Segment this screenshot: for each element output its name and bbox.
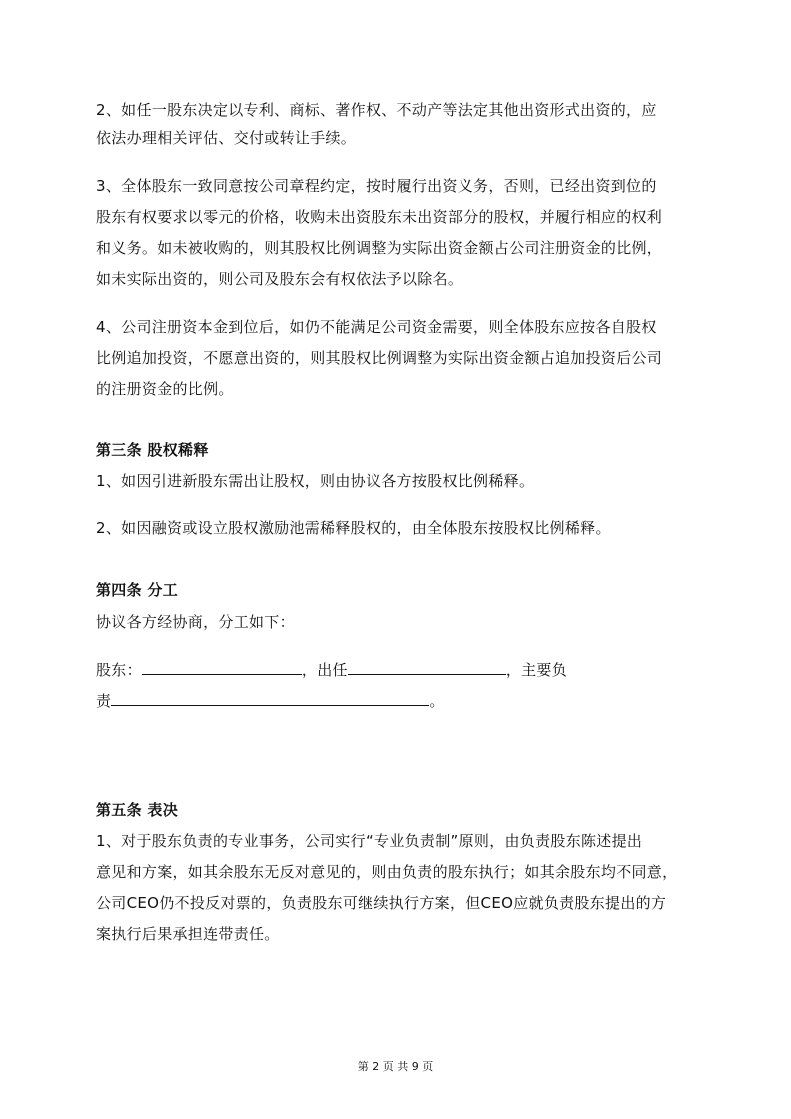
responsible-label: ，主要负 — [505, 661, 568, 679]
paragraph-2-line-1: 2、如任一股东决定以专利、商标、著作权、不动产等法定其他出资形式出资的，应 — [96, 101, 657, 119]
paragraph-2-line-2: 依法办理相关评估、交付或转让手续。 — [96, 129, 357, 147]
paragraph-3-line-2: 股东有权要求以零元的价格，收购未出资股东未出资部分的股权，并履行相应的权利 — [96, 208, 663, 226]
paragraph-3-line-1: 3、全体股东一致同意按公司章程约定，按时履行出资义务，否则，已经出资到位的 — [96, 177, 657, 195]
shareholder-name-blank — [142, 658, 302, 675]
article-3-item-1: 1、如因引进新股东需出让股权，则由协议各方按股权比例稀释。 — [96, 472, 535, 490]
paragraph-4-line-1: 4、公司注册资本金到位后，如仍不能满足公司资金需要，则全体股东应按各自股权 — [96, 318, 657, 336]
page-footer: 第 2 页 共 9 页 — [357, 1060, 434, 1073]
article-5-heading: 第五条 表决 — [96, 801, 179, 819]
responsible-label-continued: 责 — [96, 692, 112, 710]
paragraph-4-line-3: 的注册资金的比例。 — [96, 380, 234, 398]
article-4-heading: 第四条 分工 — [96, 581, 179, 599]
paragraph-3-line-3: 和义务。如未被收购的，则其股权比例调整为实际出资金额占公司注册资金的比例， — [96, 239, 663, 257]
article-3-item-2: 2、如因融资或设立股权激励池需稀释股权的，由全体股东按股权比例稀释。 — [96, 519, 611, 537]
article-4-form-line-1 — [96, 658, 567, 680]
article-3-heading: 第三条 股权稀释 — [96, 441, 209, 459]
article-4-form-line-2 — [96, 689, 445, 711]
article-5-item-1-line-1: 1、对于股东负责的专业事务，公司实行“专业负责制”原则，由负责股东陈述提出 — [96, 832, 643, 850]
paragraph-4-line-2: 比例追加投资，不愿意出资的，则其股权比例调整为实际出资金额占追加投资后公司 — [96, 349, 663, 367]
article-5-item-1-line-2: 意见和方案，如其余股东无反对意见的，则由负责的股东执行；如其余股东均不同意， — [96, 863, 678, 881]
form-end-mark: 。 — [429, 692, 445, 710]
shareholder-label: 股东： — [96, 661, 142, 679]
paragraph-3-line-4: 如未实际出资的，则公司及股东会有权依法予以除名。 — [96, 270, 464, 288]
article-4-intro: 协议各方经协商，分工如下： — [96, 613, 295, 631]
article-5-item-1-line-4: 案执行后果承担连带责任。 — [96, 925, 280, 943]
responsibility-blank — [111, 689, 429, 706]
article-5-item-1-line-3: 公司CEO仍不投反对票的，负责股东可继续执行方案，但CEO应就负责股东提出的方 — [96, 894, 667, 912]
post-label: ，出任 — [301, 661, 348, 679]
post-blank — [348, 658, 506, 675]
